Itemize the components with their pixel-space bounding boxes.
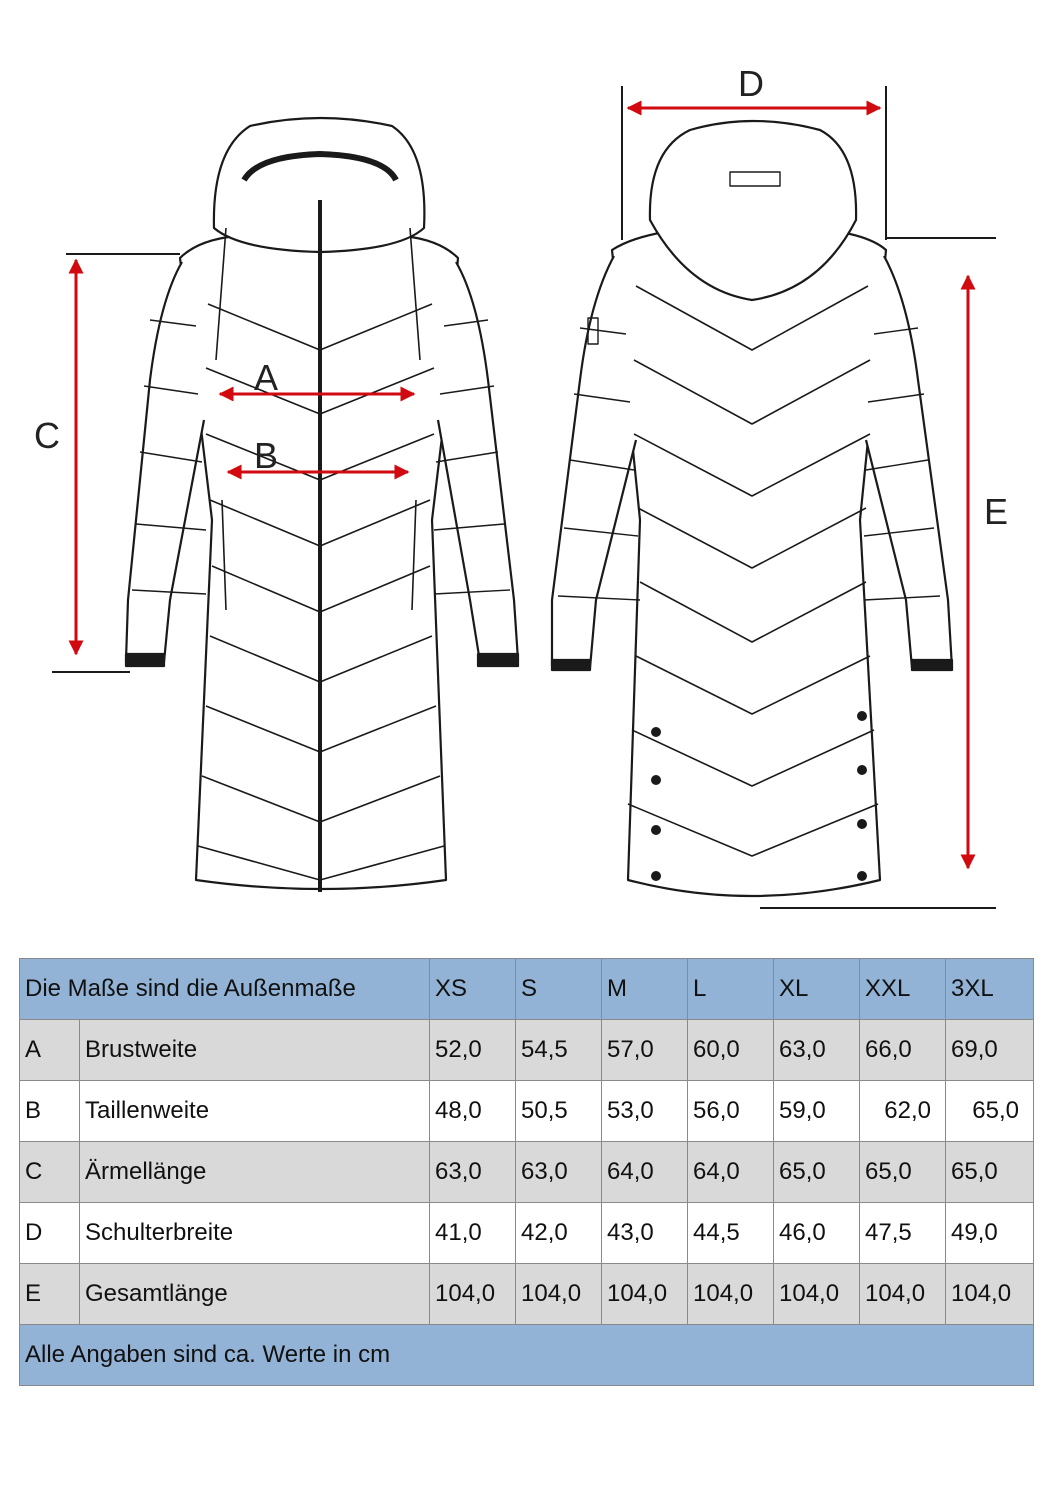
cell-value: 50,5	[516, 1081, 602, 1142]
cell-value: 59,0	[774, 1081, 860, 1142]
cell-value: 63,0	[774, 1020, 860, 1081]
row-code: E	[20, 1264, 80, 1325]
cell-value: 53,0	[602, 1081, 688, 1142]
label-c: C	[34, 415, 60, 456]
row-name: Brustweite	[80, 1020, 430, 1081]
header-label: Die Maße sind die Außenmaße	[20, 959, 430, 1020]
table-row	[20, 1264, 1034, 1325]
cell-value: 104,0	[860, 1264, 946, 1325]
row-name: Taillenweite	[80, 1081, 430, 1142]
cell-value: 65,0	[774, 1142, 860, 1203]
row-name: Ärmellänge	[80, 1142, 430, 1203]
cell-value: 104,0	[774, 1264, 860, 1325]
size-table-footer	[20, 1325, 1034, 1386]
cell-value: 69,0	[946, 1020, 1034, 1081]
size-3xl: 3XL	[946, 959, 1034, 1020]
size-xxl: XXL	[860, 959, 946, 1020]
table-row	[20, 1203, 1034, 1264]
size-xl: XL	[774, 959, 860, 1020]
table-row	[20, 1020, 1034, 1081]
row-code: A	[20, 1020, 80, 1081]
cell-value: 63,0	[430, 1142, 516, 1203]
cell-value: 46,0	[774, 1203, 860, 1264]
size-l: L	[688, 959, 774, 1020]
label-a: A	[254, 357, 279, 398]
size-table	[19, 958, 1034, 1386]
label-b: B	[254, 435, 279, 476]
label-e: E	[984, 491, 1009, 532]
row-name: Schulterbreite	[80, 1203, 430, 1264]
cell-value: 64,0	[688, 1142, 774, 1203]
cell-value: 42,0	[516, 1203, 602, 1264]
cell-value: 104,0	[430, 1264, 516, 1325]
size-xs: XS	[430, 959, 516, 1020]
size-m: M	[602, 959, 688, 1020]
cell-value: 48,0	[430, 1081, 516, 1142]
row-code: D	[20, 1203, 80, 1264]
cell-value: 41,0	[430, 1203, 516, 1264]
cell-value: 49,0	[946, 1203, 1034, 1264]
cell-value: 47,5	[860, 1203, 946, 1264]
cell-value: 52,0	[430, 1020, 516, 1081]
coat-front-drawing	[126, 118, 518, 892]
row-code: B	[20, 1081, 80, 1142]
cell-value: 56,0	[688, 1081, 774, 1142]
cell-value: 63,0	[516, 1142, 602, 1203]
row-name: Gesamtlänge	[80, 1264, 430, 1325]
cell-value: 65,0	[860, 1142, 946, 1203]
table-row	[20, 1081, 1034, 1142]
cell-value: 43,0	[602, 1203, 688, 1264]
cell-value: 60,0	[688, 1020, 774, 1081]
cell-value: 65,0	[946, 1142, 1034, 1203]
footer-note: Alle Angaben sind ca. Werte in cm	[20, 1325, 1034, 1386]
cell-value: 104,0	[602, 1264, 688, 1325]
label-d: D	[738, 63, 764, 104]
cell-value: 104,0	[688, 1264, 774, 1325]
size-table-header	[20, 959, 1034, 1020]
row-code: C	[20, 1142, 80, 1203]
table-row	[20, 1142, 1034, 1203]
size-s: S	[516, 959, 602, 1020]
cell-value: 104,0	[946, 1264, 1034, 1325]
cell-value: 44,5	[688, 1203, 774, 1264]
cell-value: 104,0	[516, 1264, 602, 1325]
cell-value: 64,0	[602, 1142, 688, 1203]
cell-value: 65,0	[946, 1081, 1034, 1142]
cell-value: 66,0	[860, 1020, 946, 1081]
cell-value: 54,5	[516, 1020, 602, 1081]
cell-value: 57,0	[602, 1020, 688, 1081]
cell-value: 62,0	[860, 1081, 946, 1142]
